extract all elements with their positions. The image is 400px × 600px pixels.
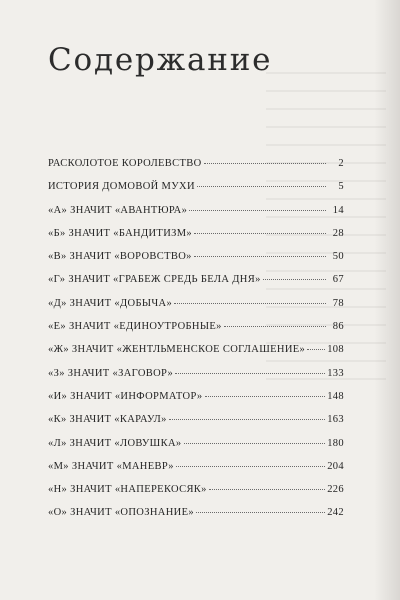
page-shadow: [374, 0, 400, 600]
toc-entry-page: 5: [338, 181, 344, 193]
dot-leader: [169, 419, 326, 420]
toc-entry-page: 180: [327, 437, 344, 449]
toc-entry-title: «Г» ЗНАЧИТ «ГРАБЕЖ СРЕДЬ БЕЛА ДНЯ»: [48, 274, 261, 286]
toc-entry-title: «В» ЗНАЧИТ «ВОРОВСТВО»: [48, 251, 192, 263]
toc-entry-page: 242: [327, 507, 344, 519]
dot-leader: [307, 349, 325, 350]
toc-entry: [48, 414, 344, 437]
page-title: Содержание: [48, 42, 273, 78]
toc-entry-page: 28: [332, 227, 344, 239]
dot-leader: [194, 233, 326, 234]
toc-entry-page: 86: [332, 321, 344, 333]
toc-entry: [48, 344, 344, 367]
toc-entry-page: 2: [338, 158, 344, 169]
toc-entry-page: 78: [332, 297, 344, 309]
toc-entry: [48, 298, 344, 321]
dot-leader: [175, 373, 325, 374]
toc-entry-title: «Б» ЗНАЧИТ «БАНДИТИЗМ»: [48, 227, 193, 239]
toc-entry-title: «Л» ЗНАЧИТ «ЛОВУШКА»: [48, 437, 182, 449]
dot-leader: [197, 186, 326, 187]
toc-entry: [48, 461, 344, 484]
toc-entry-page: 204: [327, 460, 344, 472]
toc-entry: [48, 228, 344, 251]
dot-leader: [196, 512, 325, 513]
toc-entry: [48, 205, 344, 228]
toc-entry-title: РАСКОЛОТОЕ КОРОЛЕВСТВО: [48, 158, 202, 169]
toc-entry-title: «Н» ЗНАЧИТ «НАПЕРЕКОСЯК»: [48, 484, 207, 496]
dot-leader: [184, 443, 326, 444]
toc-entry-page: 226: [327, 484, 344, 496]
dot-leader: [204, 163, 326, 164]
toc-entry-title: «И» ЗНАЧИТ «ИНФОРМАТОР»: [48, 390, 203, 402]
toc-entry: [48, 507, 344, 530]
toc-entry-title: «О» ЗНАЧИТ «ОПОЗНАНИЕ»: [48, 507, 194, 519]
table-of-contents: [48, 158, 344, 531]
toc-entry-title: «Д» ЗНАЧИТ «ДОБЫЧА»: [48, 297, 173, 309]
toc-entry: [48, 484, 344, 507]
toc-entry: [48, 181, 344, 204]
toc-entry-page: 163: [327, 414, 344, 426]
toc-entry-page: 67: [332, 274, 344, 286]
dot-leader: [194, 256, 326, 257]
toc-entry-title: «З» ЗНАЧИТ «ЗАГОВОР»: [48, 367, 174, 379]
toc-entry-page: 108: [327, 344, 344, 356]
toc-entry-title: «Ж» ЗНАЧИТ «ЖЕНТЛЬМЕНСКОЕ СОГЛАШЕНИЕ»: [48, 344, 306, 356]
toc-entry-page: 133: [327, 367, 344, 379]
toc-entry: [48, 321, 344, 344]
toc-entry-page: 148: [327, 390, 344, 402]
toc-entry-title: «К» ЗНАЧИТ «КАРАУЛ»: [48, 414, 167, 426]
toc-entry: [48, 158, 344, 181]
toc-entry-page: 50: [332, 251, 344, 263]
toc-entry: [48, 368, 344, 391]
dot-leader: [205, 396, 326, 397]
toc-entry-title: ИСТОРИЯ ДОМОВОЙ МУХИ: [48, 181, 195, 193]
toc-entry: [48, 391, 344, 414]
toc-entry: [48, 274, 344, 297]
toc-entry-page: 14: [332, 204, 344, 216]
toc-entry-title: «Е» ЗНАЧИТ «ЕДИНОУТРОБНЫЕ»: [48, 321, 222, 333]
dot-leader: [189, 210, 326, 211]
dot-leader: [263, 279, 326, 280]
toc-entry-title: «М» ЗНАЧИТ «МАНЕВР»: [48, 460, 174, 472]
dot-leader: [176, 466, 325, 467]
dot-leader: [209, 489, 325, 490]
dot-leader: [174, 303, 326, 304]
toc-entry: [48, 438, 344, 461]
toc-entry: [48, 251, 344, 274]
toc-entry-title: «А» ЗНАЧИТ «АВАНТЮРА»: [48, 204, 188, 216]
dot-leader: [224, 326, 326, 327]
